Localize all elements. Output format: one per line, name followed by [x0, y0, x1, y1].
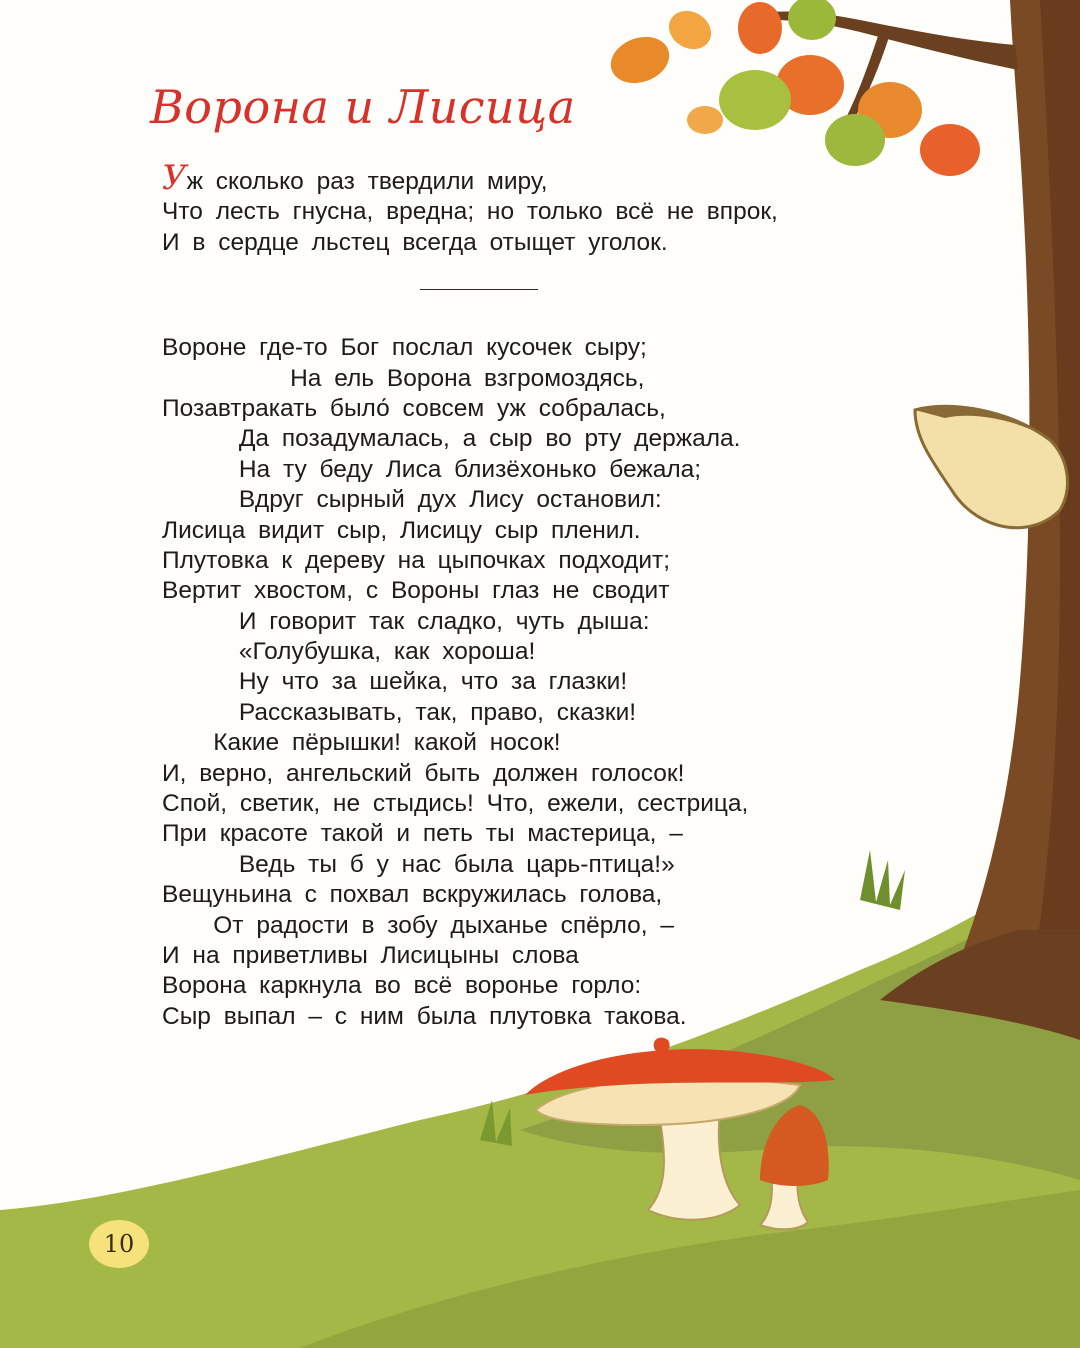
fable-line: Да позадумалась, а сыр во рту держала. — [162, 425, 741, 453]
fable-line: Рассказывать, так, право, сказки! — [162, 698, 637, 726]
fable-line: Вороне где-то Бог послал кусочек сыру; — [162, 334, 647, 362]
grass-tuft — [860, 850, 905, 910]
intro-line-1 — [162, 158, 778, 198]
fable-line: Вдруг сырный дух Лису остановил: — [162, 486, 662, 514]
leaf — [825, 114, 885, 166]
fable-line: И, верно, ангельский быть должен голосок! — [162, 759, 685, 787]
intro-line: Что лесть гнусна, вредна; но только всё не впрок, — [162, 198, 778, 226]
fable-line: Сыр выпал – с ним была плутовка такова. — [162, 1002, 687, 1030]
poem — [162, 158, 778, 1032]
section-divider — [420, 289, 538, 290]
fable-line: Плутовка к дереву на цыпочках подходит; — [162, 546, 671, 574]
fable-line: При красоте такой и петь ты мастерица, – — [162, 820, 683, 848]
fable-line: Лисица видит сыр, Лисицу сыр пленил. — [162, 516, 641, 544]
fable-line: От радости в зобу дыханье спёрло, – — [162, 911, 675, 939]
drop-cap: У — [162, 158, 187, 198]
page-title: Ворона и Лисица — [150, 80, 576, 134]
fable-line: И говорит так сладко, чуть дыша: — [162, 607, 650, 635]
page-number: 10 — [89, 1220, 149, 1268]
fable-line: Позавтракать было́ совсем уж собралась, — [162, 394, 666, 422]
fable-line: Ворона каркнула во всё воронье горло: — [162, 972, 642, 1000]
fable-line: На ель Ворона взгромоздясь, — [162, 364, 645, 392]
leaf — [687, 106, 723, 134]
intro-line: И в сердце льстец всегда отыщет уголок. — [162, 228, 668, 256]
fable-line: На ту беду Лиса близёхонько бежала; — [162, 455, 702, 483]
fable-line: «Голубушка, как хороша! — [162, 638, 536, 666]
fable-line: Вертит хвостом, с Вороны глаз не сводит — [162, 577, 670, 605]
fable-line: И на приветливы Лисицыны слова — [162, 941, 579, 969]
fable-line: Ну что за шейка, что за глазки! — [162, 668, 628, 696]
fable-line: Какие пёрышки! какой носок! — [162, 729, 561, 757]
leaf — [604, 29, 675, 91]
leaf — [788, 0, 836, 40]
leaf — [719, 70, 791, 130]
stanza-gap — [162, 258, 778, 333]
leaf — [662, 3, 718, 56]
fable-line: Спой, светик, не стыдись! Что, ежели, сестрица, — [162, 790, 749, 818]
leaf — [738, 2, 782, 54]
leaf — [920, 124, 980, 176]
intro-line-rest: ж сколько раз твердили миру, — [186, 168, 548, 195]
fable-line: Ведь ты б у нас была царь-птица!» — [162, 850, 675, 878]
fable-line: Вещуньина с похвал вскружилась голова, — [162, 881, 663, 909]
